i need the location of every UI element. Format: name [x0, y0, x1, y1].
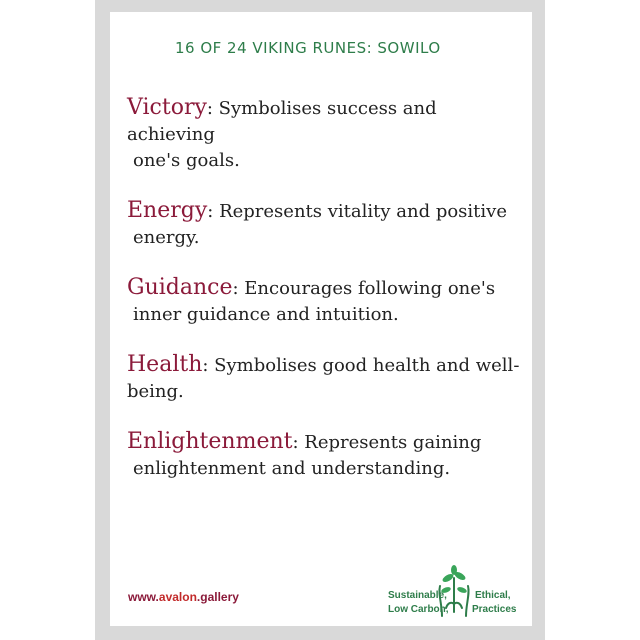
meaning-text-continued: one's goals. [133, 150, 240, 171]
eco-text-ethical: Ethical, [475, 590, 511, 601]
meaning-health [127, 352, 527, 405]
eco-text-low-carbon: Low Carbon, [388, 604, 449, 615]
meaning-text-continued: energy. [133, 227, 200, 248]
website-link[interactable] [128, 590, 239, 604]
meaning-text-continued: enlightenment and understanding. [133, 458, 451, 479]
meaning-term: Health [127, 352, 203, 377]
site-prefix: www. [128, 590, 159, 604]
card-heading: 16 OF 24 VIKING RUNES: SOWILO [175, 39, 441, 57]
rune-card [110, 12, 532, 626]
meaning-text: : Represents vitality and positive [207, 201, 507, 222]
meaning-text: : Symbolises success and achieving [127, 98, 437, 145]
rune-meanings [127, 95, 527, 506]
meaning-term: Enlightenment [127, 429, 293, 454]
meaning-victory [127, 95, 527, 174]
eco-text-practices: Practices [472, 604, 517, 615]
eco-text-sustainable: Sustainable, [388, 590, 447, 601]
meaning-text: : Represents gaining [292, 432, 482, 453]
meaning-term: Victory [127, 95, 207, 120]
meaning-energy [127, 198, 527, 251]
site-brand: avalon [158, 590, 197, 604]
meaning-term: Energy [127, 198, 208, 223]
meaning-guidance [127, 275, 527, 328]
meaning-enlightenment [127, 429, 527, 482]
meaning-text: : Encourages following one's [232, 278, 496, 299]
meaning-text-continued: inner guidance and intuition. [133, 304, 399, 325]
meaning-text: : Symbolises good health and well-being. [127, 355, 520, 402]
meaning-term: Guidance [127, 275, 233, 300]
site-suffix: .gallery [196, 590, 239, 604]
eco-badge [388, 564, 523, 622]
